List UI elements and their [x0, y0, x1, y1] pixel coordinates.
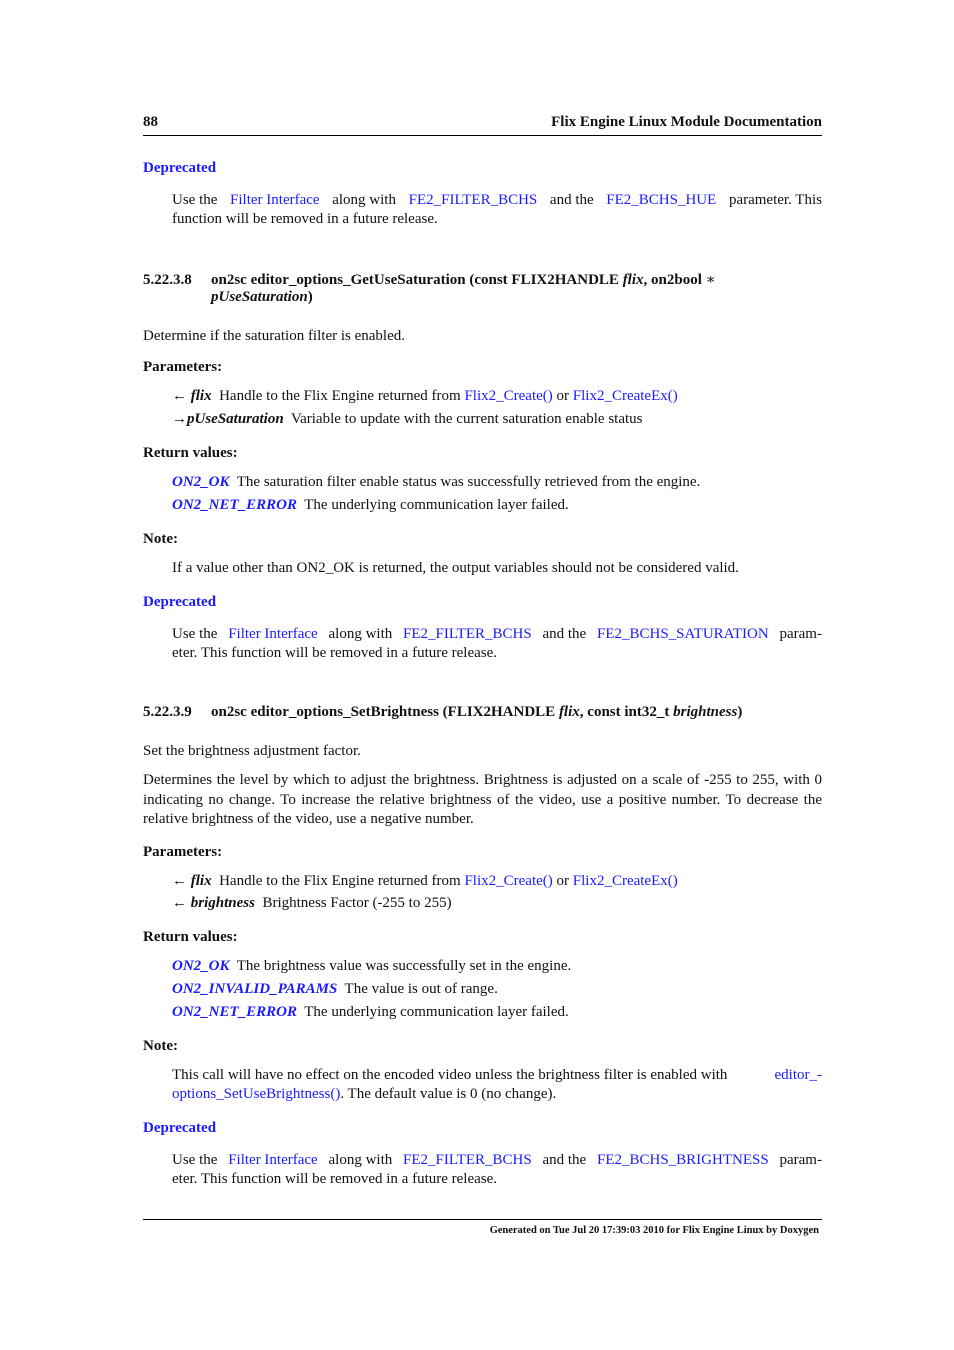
section-heading-setbrightness: [143, 704, 742, 721]
param-desc: Variable to update with the current saturation enable status: [290, 411, 643, 427]
header-rule: [143, 135, 822, 136]
return-code-link[interactable]: ON2_OK: [172, 958, 230, 974]
text-and-the: and the: [542, 626, 587, 642]
param-desc: Handle to the Flix Engine returned from: [219, 873, 461, 889]
fe2-filter-bchs-link[interactable]: FE2_FILTER_BCHS: [408, 192, 538, 208]
signature-part2: , const int32_t: [579, 704, 670, 720]
signature-part1: on2sc editor_options_GetUseSaturation (const FLIX2HANDLE: [211, 272, 619, 288]
param-row: [172, 411, 643, 428]
note-text-post: . The default value is 0 (no change).: [340, 1086, 557, 1102]
return-desc: The brightness value was successfully set in the engine.: [236, 958, 572, 974]
text-along-with: along with: [328, 626, 393, 642]
function-description: Determines the level by which to adjust the brightness. Brightness is adjusted on a scale of -255 to 255, with 0 indicating no change. To increase the relative brightness of the video, use a positive number. To decrease the relative brightness of the video, use a negative number.: [143, 772, 822, 827]
section-heading-getusesaturation: [143, 270, 716, 289]
function-summary: Determine if the saturation filter is enabled.: [143, 328, 405, 344]
note-text-line2: [172, 1086, 556, 1103]
signature-flix: flix: [622, 272, 644, 288]
text-use-the: Use the: [172, 192, 218, 208]
return-values-heading: Return values:: [143, 929, 238, 945]
section-heading-line2: [211, 289, 313, 306]
param-desc: Handle to the Flix Engine returned from: [219, 388, 461, 404]
flix2-createex-link[interactable]: Flix2_CreateEx(): [572, 388, 678, 404]
deprecated-link[interactable]: Deprecated: [143, 160, 217, 176]
param-row: [172, 388, 678, 405]
text-or: or: [556, 388, 570, 404]
return-desc: The underlying communication layer failed.: [304, 1004, 569, 1020]
text-param: param-: [779, 626, 822, 642]
deprecated-text-line1: [172, 1152, 822, 1169]
param-name: brightness: [190, 895, 255, 911]
section-number: 5.22.3.9: [143, 704, 192, 720]
note-heading: Note:: [143, 1038, 178, 1054]
param-desc: Brightness Factor (-255 to 255): [262, 895, 452, 911]
text-use-the: Use the: [172, 1152, 218, 1168]
note-text-pre: This call will have no effect on the encoded video unless the brightness filter is enabled with: [172, 1067, 728, 1083]
param-row: [172, 895, 452, 912]
filter-interface-link[interactable]: Filter Interface: [228, 626, 318, 642]
return-row: [172, 958, 571, 975]
flix2-create-link[interactable]: Flix2_Create(): [464, 873, 553, 889]
arrow-out-icon: →: [172, 411, 187, 427]
return-row: [172, 1004, 569, 1021]
parameters-heading: Parameters:: [143, 844, 223, 860]
filter-interface-link[interactable]: Filter Interface: [230, 192, 320, 208]
editor-options-setusebrightness-link[interactable]: options_SetUseBrightness(): [172, 1086, 341, 1102]
arrow-in-icon: ←: [172, 895, 187, 911]
return-desc: The underlying communication layer failed.: [304, 497, 569, 513]
return-row: [172, 474, 700, 491]
signature-star: ∗: [705, 272, 716, 288]
return-code-link[interactable]: ON2_OK: [172, 474, 230, 490]
signature-part1: on2sc editor_options_SetBrightness (FLIX2HANDLE: [211, 704, 556, 720]
text-use-the: Use the: [172, 626, 218, 642]
note-heading: Note:: [143, 531, 178, 547]
deprecated-text-line2: function will be removed in a future release.: [172, 211, 438, 227]
param-name: flix: [190, 873, 212, 889]
flix2-createex-link[interactable]: Flix2_CreateEx(): [572, 873, 678, 889]
arrow-in-icon: ←: [172, 873, 187, 889]
note-text-line1: [172, 1067, 822, 1084]
parameters-heading: Parameters:: [143, 359, 223, 375]
param-name: pUseSaturation: [187, 411, 284, 427]
section-number: 5.22.3.8: [143, 272, 192, 288]
return-code-link[interactable]: ON2_NET_ERROR: [172, 497, 298, 513]
filter-interface-link[interactable]: Filter Interface: [228, 1152, 318, 1168]
fe2-bchs-brightness-link[interactable]: FE2_BCHS_BRIGHTNESS: [596, 1152, 769, 1168]
text-along-with: along with: [332, 192, 396, 208]
deprecated-link[interactable]: Deprecated: [143, 594, 217, 610]
deprecated-text-line2: eter. This function will be removed in a future release.: [172, 1171, 498, 1187]
flix2-create-link[interactable]: Flix2_Create(): [464, 388, 553, 404]
page-number: 88: [143, 114, 158, 130]
text-param: param-: [779, 1152, 822, 1168]
signature-close: ): [307, 289, 313, 305]
fe2-filter-bchs-link[interactable]: FE2_FILTER_BCHS: [403, 1152, 532, 1168]
document-title: Flix Engine Linux Module Documentation: [551, 114, 822, 130]
deprecated-text-line2: eter. This function will be removed in a future release.: [172, 645, 498, 661]
return-row: [172, 497, 569, 514]
signature-close: ): [737, 704, 743, 720]
param-name: flix: [190, 388, 212, 404]
footer-rule: [143, 1219, 822, 1220]
deprecated-text-line1: [172, 626, 822, 643]
fe2-filter-bchs-link[interactable]: FE2_FILTER_BCHS: [403, 626, 532, 642]
return-code-link[interactable]: ON2_NET_ERROR: [172, 1004, 298, 1020]
return-desc: The saturation filter enable status was successfully retrieved from the engine.: [236, 474, 701, 490]
deprecated-link[interactable]: Deprecated: [143, 1120, 217, 1136]
text-and-the: and the: [549, 192, 594, 208]
return-desc: The value is out of range.: [344, 981, 498, 997]
return-row: [172, 981, 498, 998]
fe2-bchs-hue-link[interactable]: FE2_BCHS_HUE: [606, 192, 717, 208]
deprecated-text-line1: [172, 192, 822, 209]
footer-generated: Generated on Tue Jul 20 17:39:03 2010 for Flix Engine Linux by Doxygen: [489, 1225, 819, 1236]
signature-part2: , on2bool: [643, 272, 702, 288]
fe2-bchs-saturation-link[interactable]: FE2_BCHS_SATURATION: [596, 626, 769, 642]
text-and-the: and the: [542, 1152, 587, 1168]
editor-options-setusebrightness-link[interactable]: editor_-: [774, 1067, 822, 1083]
text-along-with: along with: [328, 1152, 393, 1168]
arrow-in-icon: ←: [172, 388, 187, 404]
param-row: [172, 873, 678, 890]
return-values-heading: Return values:: [143, 445, 238, 461]
note-text: If a value other than ON2_OK is returned, the output variables should not be considered valid.: [172, 560, 739, 576]
return-code-link[interactable]: ON2_INVALID_PARAMS: [172, 981, 338, 997]
text-parameter-this: parameter. This: [728, 192, 822, 208]
function-summary: Set the brightness adjustment factor.: [143, 743, 361, 759]
signature-flix: flix: [558, 704, 580, 720]
signature-param: pUseSaturation: [211, 289, 308, 305]
text-or: or: [556, 873, 570, 889]
signature-param: brightness: [673, 704, 738, 720]
